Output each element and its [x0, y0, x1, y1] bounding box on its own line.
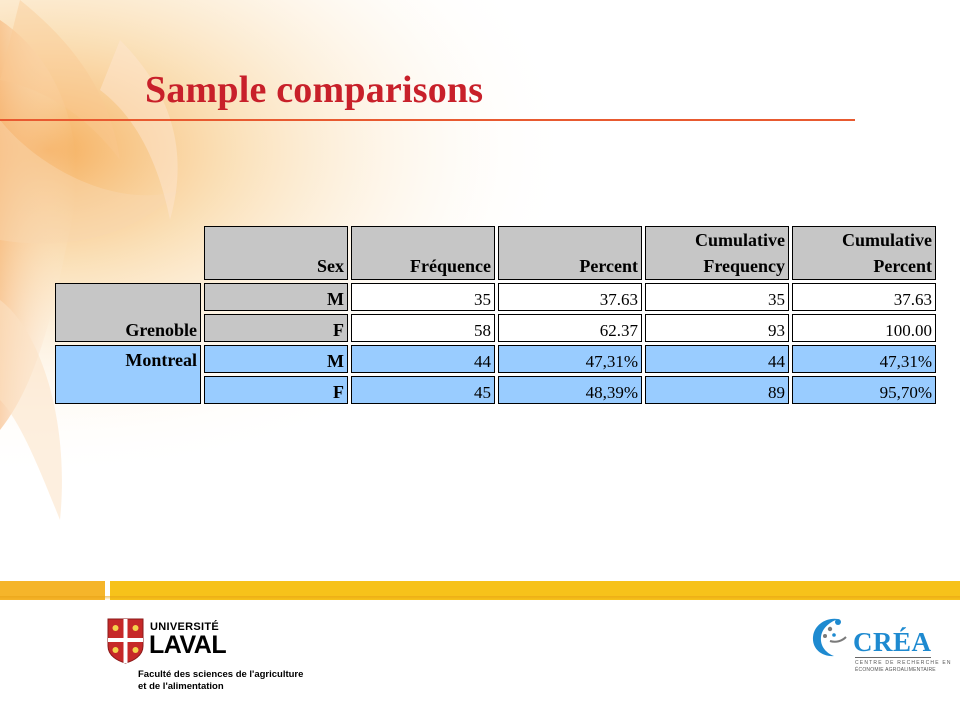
sex-cell: F — [204, 314, 348, 342]
cum-freq-cell: 93 — [645, 314, 789, 342]
frequence-cell: 35 — [351, 283, 495, 311]
crea-swirl-icon — [808, 613, 858, 661]
cum-pct-cell: 100.00 — [792, 314, 936, 342]
laval-shield-icon — [107, 618, 144, 664]
laval-university-label: UNIVERSITÉ — [150, 621, 220, 633]
crea-divider — [855, 657, 931, 658]
crea-name: CRÉA — [853, 627, 932, 657]
header-cumulative-percent: Cumulative Percent — [792, 226, 936, 280]
header-cumulative-frequency: Cumulative Frequency — [645, 226, 789, 280]
header-percent: Percent — [498, 226, 642, 280]
crea-subtitle-line1: CENTRE DE RECHERCHE EN — [855, 660, 952, 666]
cum-freq-cell: 35 — [645, 283, 789, 311]
percent-cell: 37.63 — [498, 283, 642, 311]
group-label-grenoble: Grenoble — [55, 283, 201, 342]
crea-logo — [808, 613, 952, 683]
frequence-cell: 44 — [351, 345, 495, 373]
laval-faculty-line1: Faculté des sciences de l'agriculture — [138, 669, 304, 680]
laval-name: LAVAL — [149, 631, 227, 659]
sample-comparison-table — [52, 223, 939, 407]
laval-faculty-line2: et de l'alimentation — [138, 681, 224, 692]
crea-subtitle-line2: ÉCONOMIE AGROALIMENTAIRE — [855, 667, 936, 673]
footer-bar-shadow — [0, 596, 960, 600]
cum-pct-cell: 95,70% — [792, 376, 936, 404]
frequence-cell: 58 — [351, 314, 495, 342]
sex-cell: M — [204, 283, 348, 311]
cum-pct-cell: 37.63 — [792, 283, 936, 311]
sex-cell: F — [204, 376, 348, 404]
sex-cell: M — [204, 345, 348, 373]
table-header-row — [55, 226, 936, 280]
header-sex: Sex — [204, 226, 348, 280]
corner-cell — [55, 226, 201, 280]
cum-freq-cell: 89 — [645, 376, 789, 404]
table-row — [55, 345, 936, 373]
slide-title: Sample comparisons — [145, 69, 484, 111]
frequence-cell: 45 — [351, 376, 495, 404]
header-frequence: Fréquence — [351, 226, 495, 280]
group-label-montreal: Montreal — [55, 345, 201, 404]
title-underline — [0, 119, 855, 121]
percent-cell: 62.37 — [498, 314, 642, 342]
percent-cell: 47,31% — [498, 345, 642, 373]
table-row — [55, 283, 936, 311]
cum-pct-cell: 47,31% — [792, 345, 936, 373]
percent-cell: 48,39% — [498, 376, 642, 404]
cum-freq-cell: 44 — [645, 345, 789, 373]
